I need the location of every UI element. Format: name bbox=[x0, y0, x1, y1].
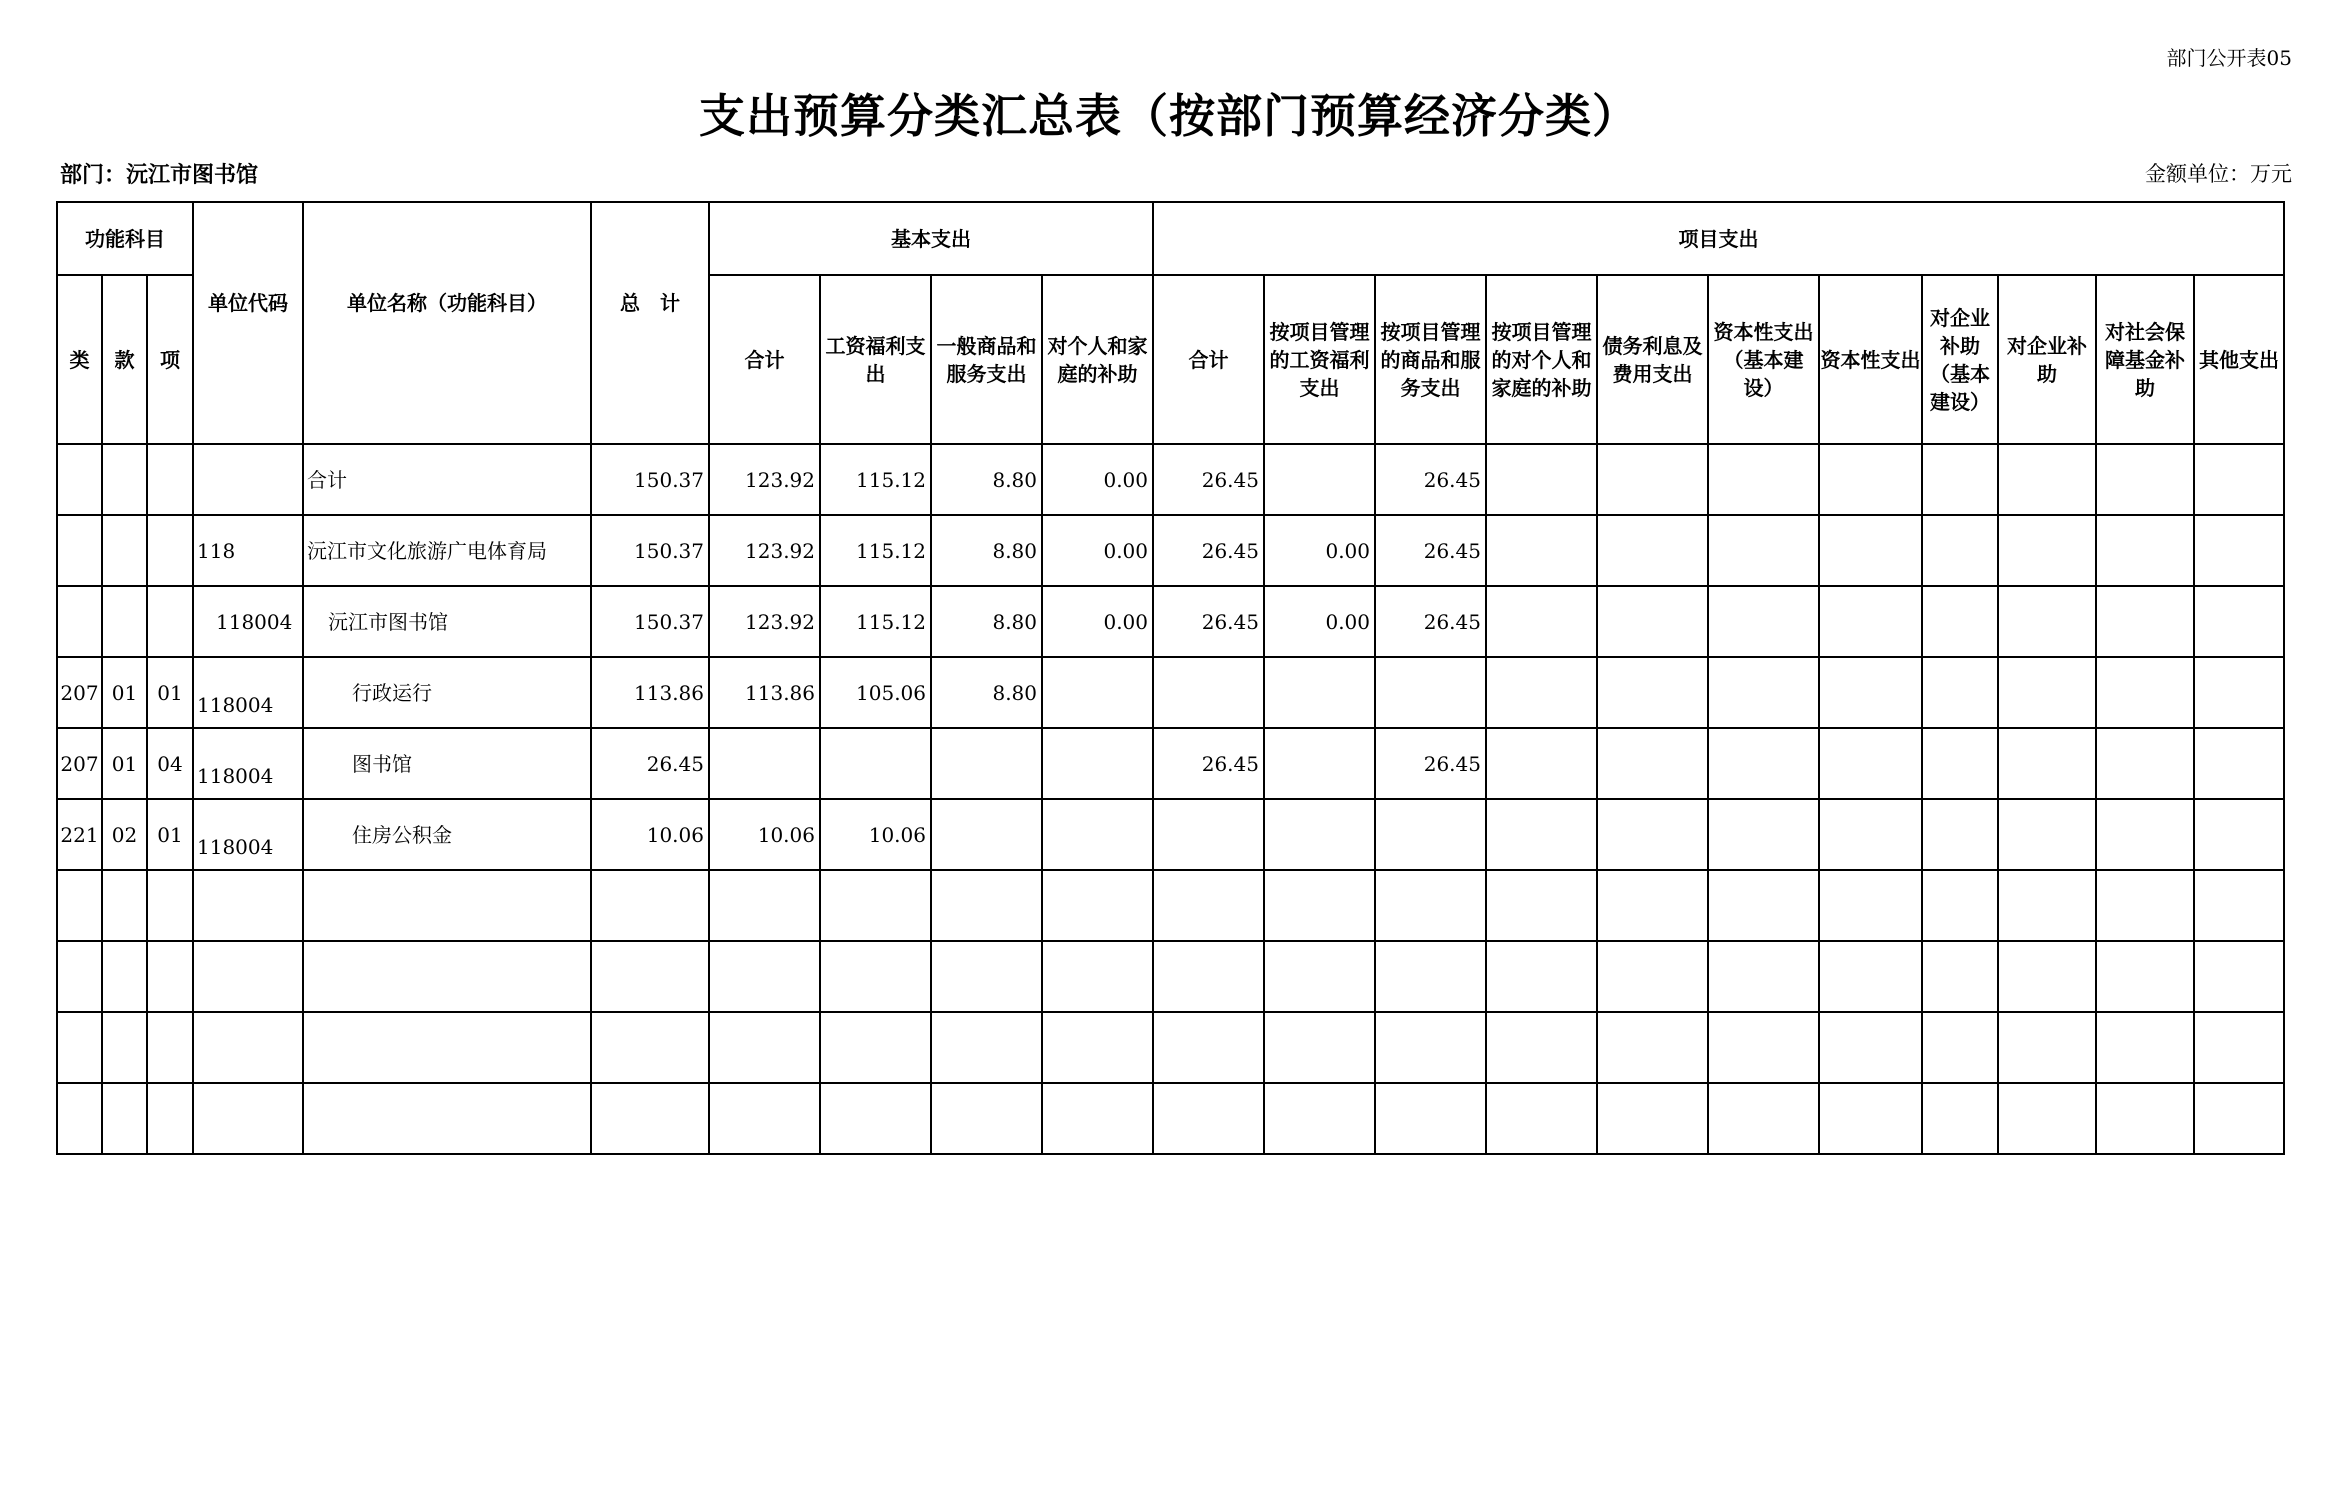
cell-p-wage bbox=[1264, 799, 1375, 870]
cell-unit-name: 行政运行 bbox=[303, 657, 591, 728]
cell-p-ent bbox=[1998, 444, 2096, 515]
cell-p-debt bbox=[1597, 657, 1708, 728]
empty-cell bbox=[1597, 1012, 1708, 1083]
empty-cell bbox=[1375, 870, 1486, 941]
empty-cell bbox=[2194, 1012, 2284, 1083]
empty-cell bbox=[1486, 1012, 1597, 1083]
empty-cell bbox=[1264, 1083, 1375, 1154]
header-project-debt: 债务利息及费用支出 bbox=[1597, 275, 1708, 444]
cell-p-goods: 26.45 bbox=[1375, 444, 1486, 515]
cell-p-social bbox=[2096, 586, 2194, 657]
cell-p-goods bbox=[1375, 657, 1486, 728]
empty-cell bbox=[591, 1083, 709, 1154]
header-project-enterprise: 对企业补助 bbox=[1998, 275, 2096, 444]
empty-cell bbox=[709, 941, 820, 1012]
empty-cell bbox=[1264, 870, 1375, 941]
empty-cell bbox=[57, 1012, 102, 1083]
cell-p-personal bbox=[1486, 586, 1597, 657]
cell-b-sum: 10.06 bbox=[709, 799, 820, 870]
cell-p-other bbox=[2194, 657, 2284, 728]
empty-cell bbox=[1153, 941, 1264, 1012]
empty-cell bbox=[2194, 870, 2284, 941]
empty-cell bbox=[1264, 1012, 1375, 1083]
empty-cell bbox=[102, 941, 147, 1012]
cell-p-debt bbox=[1597, 444, 1708, 515]
empty-cell bbox=[1922, 1012, 1998, 1083]
cell-p-ent-basic bbox=[1922, 657, 1998, 728]
cell-p-cap-basic bbox=[1708, 586, 1819, 657]
cell-unit-code bbox=[193, 444, 303, 515]
empty-cell bbox=[931, 1012, 1042, 1083]
empty-cell bbox=[147, 1083, 193, 1154]
header-basic-sum: 合计 bbox=[709, 275, 820, 444]
empty-cell bbox=[1597, 941, 1708, 1012]
empty-cell bbox=[709, 870, 820, 941]
cell-total: 26.45 bbox=[591, 728, 709, 799]
cell-p-goods: 26.45 bbox=[1375, 515, 1486, 586]
empty-cell bbox=[1819, 941, 1922, 1012]
header-basic-goods: 一般商品和服务支出 bbox=[931, 275, 1042, 444]
empty-cell bbox=[102, 1012, 147, 1083]
header-project-capital-basic: 资本性支出（基本建设） bbox=[1708, 275, 1819, 444]
cell-lei bbox=[57, 586, 102, 657]
empty-cell bbox=[102, 1083, 147, 1154]
cell-p-social bbox=[2096, 728, 2194, 799]
cell-p-ent bbox=[1998, 515, 2096, 586]
empty-cell bbox=[303, 941, 591, 1012]
cell-p-wage: 0.00 bbox=[1264, 515, 1375, 586]
header-project-other: 其他支出 bbox=[2194, 275, 2284, 444]
cell-p-social bbox=[2096, 515, 2194, 586]
empty-cell bbox=[931, 941, 1042, 1012]
cell-b-goods: 8.80 bbox=[931, 586, 1042, 657]
cell-total: 150.37 bbox=[591, 586, 709, 657]
empty-cell bbox=[931, 1083, 1042, 1154]
header-lei: 类 bbox=[57, 275, 102, 444]
cell-p-cap-basic bbox=[1708, 657, 1819, 728]
empty-cell bbox=[147, 870, 193, 941]
header-total: 总 计 bbox=[591, 202, 709, 444]
header-project-expenditure: 项目支出 bbox=[1153, 202, 2284, 275]
header-project-goods: 按项目管理的商品和服务支出 bbox=[1375, 275, 1486, 444]
header-basic-personal: 对个人和家庭的补助 bbox=[1042, 275, 1153, 444]
empty-cell bbox=[1708, 941, 1819, 1012]
cell-xiang bbox=[147, 515, 193, 586]
cell-total: 150.37 bbox=[591, 444, 709, 515]
empty-cell bbox=[102, 870, 147, 941]
empty-cell bbox=[820, 941, 931, 1012]
empty-cell bbox=[1486, 941, 1597, 1012]
empty-cell bbox=[2096, 941, 2194, 1012]
cell-p-wage: 0.00 bbox=[1264, 586, 1375, 657]
empty-cell bbox=[1708, 1012, 1819, 1083]
cell-p-debt bbox=[1597, 728, 1708, 799]
empty-cell bbox=[1264, 941, 1375, 1012]
cell-p-social bbox=[2096, 444, 2194, 515]
cell-p-sum: 26.45 bbox=[1153, 586, 1264, 657]
empty-cell bbox=[1998, 941, 2096, 1012]
cell-b-sum: 123.92 bbox=[709, 444, 820, 515]
header-project-social: 对社会保障基金补助 bbox=[2096, 275, 2194, 444]
cell-p-ent-basic bbox=[1922, 799, 1998, 870]
cell-b-personal bbox=[1042, 657, 1153, 728]
cell-p-other bbox=[2194, 799, 2284, 870]
cell-p-cap-basic bbox=[1708, 515, 1819, 586]
empty-cell bbox=[2194, 1083, 2284, 1154]
header-project-wage: 按项目管理的工资福利支出 bbox=[1264, 275, 1375, 444]
empty-cell bbox=[591, 941, 709, 1012]
empty-cell bbox=[1708, 1083, 1819, 1154]
cell-p-debt bbox=[1597, 586, 1708, 657]
cell-p-ent bbox=[1998, 728, 2096, 799]
empty-cell bbox=[709, 1083, 820, 1154]
empty-cell bbox=[820, 1083, 931, 1154]
cell-b-sum: 123.92 bbox=[709, 515, 820, 586]
empty-row bbox=[57, 941, 2284, 1012]
empty-cell bbox=[1597, 1083, 1708, 1154]
cell-p-cap-basic bbox=[1708, 799, 1819, 870]
table-row bbox=[57, 657, 2284, 728]
cell-p-other bbox=[2194, 515, 2284, 586]
header-basic-wage: 工资福利支出 bbox=[820, 275, 931, 444]
empty-cell bbox=[2096, 1083, 2194, 1154]
cell-p-ent-basic bbox=[1922, 444, 1998, 515]
cell-p-personal bbox=[1486, 444, 1597, 515]
cell-total: 150.37 bbox=[591, 515, 709, 586]
empty-cell bbox=[193, 941, 303, 1012]
cell-xiang: 04 bbox=[147, 728, 193, 799]
empty-cell bbox=[57, 870, 102, 941]
cell-p-sum bbox=[1153, 799, 1264, 870]
cell-b-sum: 113.86 bbox=[709, 657, 820, 728]
header-project-sum: 合计 bbox=[1153, 275, 1264, 444]
cell-xiang: 01 bbox=[147, 799, 193, 870]
empty-cell bbox=[193, 870, 303, 941]
cell-xiang: 01 bbox=[147, 657, 193, 728]
cell-p-cap bbox=[1819, 515, 1922, 586]
empty-cell bbox=[1042, 941, 1153, 1012]
cell-p-debt bbox=[1597, 515, 1708, 586]
empty-cell bbox=[1486, 870, 1597, 941]
cell-p-sum bbox=[1153, 657, 1264, 728]
empty-cell bbox=[1998, 1083, 2096, 1154]
budget-table bbox=[56, 201, 2285, 1155]
empty-cell bbox=[1486, 1083, 1597, 1154]
cell-p-ent bbox=[1998, 586, 2096, 657]
cell-p-personal bbox=[1486, 515, 1597, 586]
empty-cell bbox=[147, 1012, 193, 1083]
cell-p-other bbox=[2194, 444, 2284, 515]
cell-b-personal bbox=[1042, 728, 1153, 799]
header-kuan: 款 bbox=[102, 275, 147, 444]
cell-p-cap bbox=[1819, 799, 1922, 870]
table-row bbox=[57, 444, 2284, 515]
cell-p-ent bbox=[1998, 799, 2096, 870]
cell-p-other bbox=[2194, 728, 2284, 799]
cell-b-personal bbox=[1042, 799, 1153, 870]
table-body bbox=[57, 444, 2284, 1154]
cell-lei bbox=[57, 515, 102, 586]
empty-cell bbox=[147, 941, 193, 1012]
cell-unit-name: 沅江市图书馆 bbox=[303, 586, 591, 657]
empty-cell bbox=[303, 1083, 591, 1154]
cell-p-social bbox=[2096, 657, 2194, 728]
header-unit-code: 单位代码 bbox=[193, 202, 303, 444]
cell-lei: 207 bbox=[57, 728, 102, 799]
cell-b-wage: 115.12 bbox=[820, 586, 931, 657]
cell-b-goods bbox=[931, 799, 1042, 870]
cell-p-sum: 26.45 bbox=[1153, 728, 1264, 799]
cell-p-cap-basic bbox=[1708, 728, 1819, 799]
cell-unit-code: 118004 bbox=[193, 586, 303, 657]
cell-p-ent bbox=[1998, 657, 2096, 728]
empty-cell bbox=[1819, 870, 1922, 941]
header-basic-expenditure: 基本支出 bbox=[709, 202, 1153, 275]
table-row bbox=[57, 586, 2284, 657]
cell-unit-code: 118 bbox=[193, 515, 303, 586]
cell-p-personal bbox=[1486, 657, 1597, 728]
cell-b-sum bbox=[709, 728, 820, 799]
empty-cell bbox=[2096, 1012, 2194, 1083]
empty-cell bbox=[193, 1083, 303, 1154]
cell-unit-code: 118004 bbox=[193, 799, 303, 870]
cell-b-personal: 0.00 bbox=[1042, 515, 1153, 586]
cell-unit-name: 沅江市文化旅游广电体育局 bbox=[303, 515, 591, 586]
cell-p-social bbox=[2096, 799, 2194, 870]
cell-p-ent-basic bbox=[1922, 515, 1998, 586]
cell-unit-name: 合计 bbox=[303, 444, 591, 515]
cell-lei: 221 bbox=[57, 799, 102, 870]
empty-cell bbox=[1597, 870, 1708, 941]
cell-p-wage bbox=[1264, 657, 1375, 728]
cell-p-goods bbox=[1375, 799, 1486, 870]
empty-row bbox=[57, 1012, 2284, 1083]
empty-cell bbox=[931, 870, 1042, 941]
empty-cell bbox=[1998, 1012, 2096, 1083]
empty-cell bbox=[1922, 1083, 1998, 1154]
cell-unit-name: 图书馆 bbox=[303, 728, 591, 799]
page-title: 支出预算分类汇总表（按部门预算经济分类） bbox=[699, 89, 1639, 143]
empty-cell bbox=[1708, 870, 1819, 941]
amount-unit-label: 金额单位：万元 bbox=[2145, 162, 2292, 186]
cell-b-wage bbox=[820, 728, 931, 799]
cell-xiang bbox=[147, 586, 193, 657]
cell-p-goods: 26.45 bbox=[1375, 728, 1486, 799]
empty-cell bbox=[303, 1012, 591, 1083]
cell-kuan bbox=[102, 586, 147, 657]
empty-row bbox=[57, 870, 2284, 941]
empty-cell bbox=[1153, 1012, 1264, 1083]
empty-cell bbox=[820, 870, 931, 941]
empty-cell bbox=[57, 1083, 102, 1154]
cell-b-goods: 8.80 bbox=[931, 515, 1042, 586]
cell-p-cap bbox=[1819, 728, 1922, 799]
cell-p-cap bbox=[1819, 586, 1922, 657]
header-unit-name: 单位名称（功能科目） bbox=[303, 202, 591, 444]
cell-p-debt bbox=[1597, 799, 1708, 870]
cell-total: 10.06 bbox=[591, 799, 709, 870]
empty-cell bbox=[1922, 870, 1998, 941]
cell-p-personal bbox=[1486, 799, 1597, 870]
empty-cell bbox=[1819, 1083, 1922, 1154]
empty-cell bbox=[1153, 1083, 1264, 1154]
cell-kuan: 02 bbox=[102, 799, 147, 870]
header-project-personal: 按项目管理的对个人和家庭的补助 bbox=[1486, 275, 1597, 444]
cell-lei bbox=[57, 444, 102, 515]
empty-cell bbox=[1819, 1012, 1922, 1083]
cell-p-cap bbox=[1819, 657, 1922, 728]
cell-b-wage: 115.12 bbox=[820, 515, 931, 586]
empty-cell bbox=[1042, 1012, 1153, 1083]
cell-b-sum: 123.92 bbox=[709, 586, 820, 657]
cell-p-wage bbox=[1264, 444, 1375, 515]
cell-b-goods: 8.80 bbox=[931, 657, 1042, 728]
empty-cell bbox=[193, 1012, 303, 1083]
header-xiang: 项 bbox=[147, 275, 193, 444]
cell-p-cap-basic bbox=[1708, 444, 1819, 515]
cell-kuan bbox=[102, 515, 147, 586]
empty-cell bbox=[1375, 1083, 1486, 1154]
cell-p-ent-basic bbox=[1922, 586, 1998, 657]
cell-p-cap bbox=[1819, 444, 1922, 515]
empty-cell bbox=[57, 941, 102, 1012]
cell-kuan: 01 bbox=[102, 657, 147, 728]
table-row bbox=[57, 515, 2284, 586]
cell-p-sum: 26.45 bbox=[1153, 444, 1264, 515]
cell-b-wage: 10.06 bbox=[820, 799, 931, 870]
cell-unit-code: 118004 bbox=[193, 728, 303, 799]
cell-unit-code: 118004 bbox=[193, 657, 303, 728]
cell-p-sum: 26.45 bbox=[1153, 515, 1264, 586]
empty-cell bbox=[2096, 870, 2194, 941]
cell-kuan bbox=[102, 444, 147, 515]
empty-cell bbox=[1042, 870, 1153, 941]
cell-p-wage bbox=[1264, 728, 1375, 799]
cell-b-goods: 8.80 bbox=[931, 444, 1042, 515]
cell-p-ent-basic bbox=[1922, 728, 1998, 799]
cell-b-wage: 105.06 bbox=[820, 657, 931, 728]
empty-cell bbox=[303, 870, 591, 941]
header-project-capital: 资本性支出 bbox=[1819, 275, 1922, 444]
form-code: 部门公开表05 bbox=[2166, 46, 2292, 70]
empty-cell bbox=[591, 870, 709, 941]
cell-b-goods bbox=[931, 728, 1042, 799]
empty-cell bbox=[591, 1012, 709, 1083]
empty-cell bbox=[820, 1012, 931, 1083]
cell-xiang bbox=[147, 444, 193, 515]
cell-total: 113.86 bbox=[591, 657, 709, 728]
cell-b-personal: 0.00 bbox=[1042, 586, 1153, 657]
empty-cell bbox=[1153, 870, 1264, 941]
empty-row bbox=[57, 1083, 2284, 1154]
cell-kuan: 01 bbox=[102, 728, 147, 799]
header-project-enterprise-basic: 对企业补助（基本建设） bbox=[1922, 275, 1998, 444]
cell-b-personal: 0.00 bbox=[1042, 444, 1153, 515]
cell-b-wage: 115.12 bbox=[820, 444, 931, 515]
empty-cell bbox=[1998, 870, 2096, 941]
cell-lei: 207 bbox=[57, 657, 102, 728]
empty-cell bbox=[1375, 1012, 1486, 1083]
table-row bbox=[57, 728, 2284, 799]
empty-cell bbox=[1042, 1083, 1153, 1154]
empty-cell bbox=[2194, 941, 2284, 1012]
department-label: 部门：沅江市图书馆 bbox=[60, 163, 259, 188]
cell-p-other bbox=[2194, 586, 2284, 657]
table-header bbox=[57, 202, 2284, 444]
cell-p-goods: 26.45 bbox=[1375, 586, 1486, 657]
table-row bbox=[57, 799, 2284, 870]
cell-p-personal bbox=[1486, 728, 1597, 799]
header-func-subject: 功能科目 bbox=[57, 202, 193, 275]
cell-unit-name: 住房公积金 bbox=[303, 799, 591, 870]
empty-cell bbox=[709, 1012, 820, 1083]
empty-cell bbox=[1922, 941, 1998, 1012]
empty-cell bbox=[1375, 941, 1486, 1012]
